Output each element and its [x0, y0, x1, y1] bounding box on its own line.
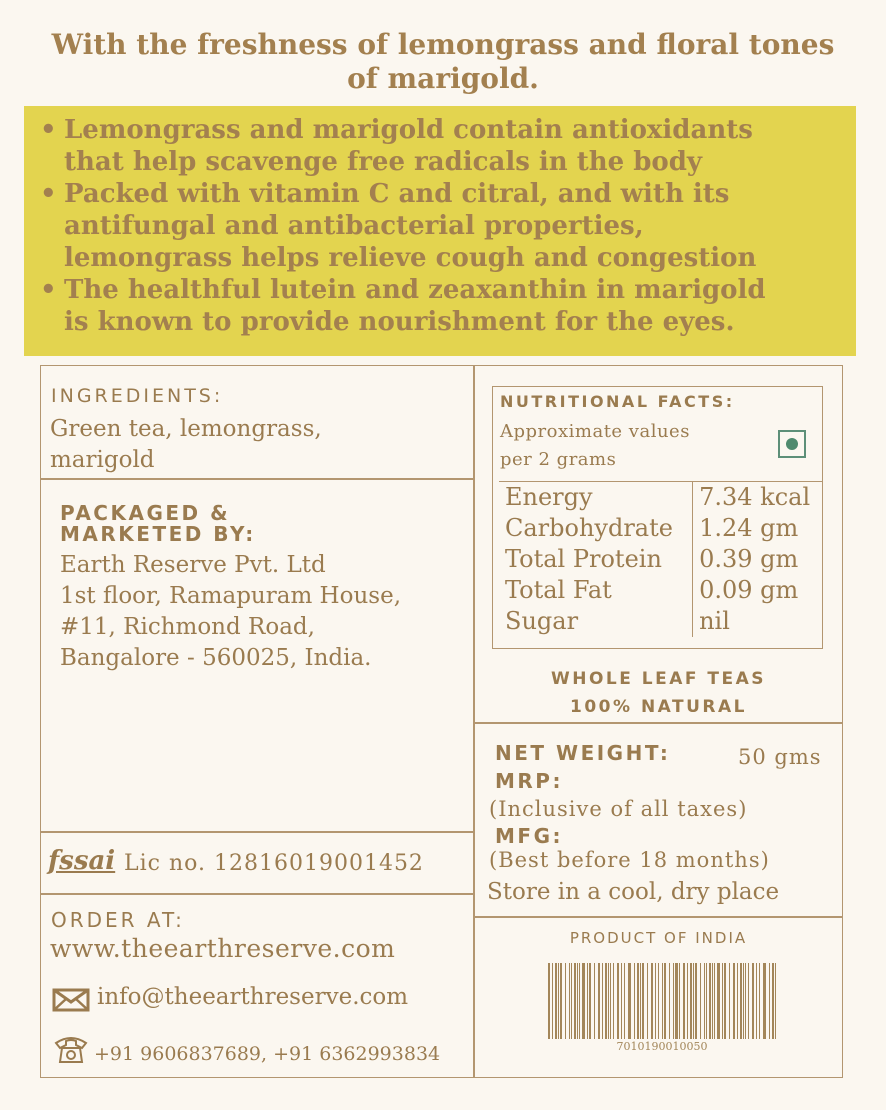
barcode-bar [608, 963, 609, 1039]
barcode-bar [560, 963, 562, 1039]
mrp-note: (Inclusive of all taxes) [489, 797, 748, 821]
order-heading: ORDER AT: [51, 908, 185, 932]
nutrition-subtitle-line: Approximate values [500, 421, 690, 442]
nutrient-name: Carbohydrate [505, 514, 673, 542]
barcode-bar [621, 963, 622, 1039]
address-line: 1st floor, Ramapuram House, [60, 583, 402, 609]
benefit-line: Lemongrass and marigold contain antioxidants [64, 115, 753, 145]
barcode-bar [552, 963, 553, 1039]
mrp-label: MRP: [495, 769, 563, 793]
barcode-bar [642, 963, 644, 1039]
packaged-address [60, 550, 401, 674]
nutrient-value: 0.09 gm [693, 575, 823, 606]
barcode-bar [690, 963, 692, 1039]
tagline [474, 665, 843, 721]
divider [474, 916, 843, 918]
origin-label: PRODUCT OF INDIA [569, 929, 748, 947]
fssai-logo: fssai [48, 846, 116, 876]
barcode-bar [769, 963, 770, 1039]
address-line: Bangalore - 560025, India. [60, 645, 372, 671]
address-line: Earth Reserve Pvt. Ltd [60, 552, 326, 578]
barcode-bar [598, 963, 600, 1039]
ingredients-line: marigold [50, 447, 155, 473]
barcode-bar [602, 963, 603, 1039]
headline-line: With the freshness of lemongrass and floral tones [51, 28, 835, 61]
table-row [499, 606, 823, 637]
barcode-bar [733, 963, 735, 1039]
benefits-box [24, 106, 856, 356]
table-row [499, 544, 823, 575]
barcode-bar [709, 963, 711, 1039]
barcode-bar [605, 963, 607, 1039]
barcode-bar [577, 963, 578, 1039]
table-row [499, 575, 823, 606]
barcode-bar [669, 963, 670, 1039]
nutrition-heading: NUTRITIONAL FACTS: [500, 392, 735, 411]
benefits-list [36, 114, 840, 338]
packaged-heading-line: PACKAGED & [60, 501, 231, 525]
phone-number[interactable]: +91 9606837689, +91 6362993834 [94, 1043, 441, 1065]
barcode-bar [724, 963, 726, 1039]
barcode-bar [664, 963, 666, 1039]
barcode-bar [740, 963, 742, 1039]
barcode-bar [772, 963, 774, 1039]
tagline-line: 100% NATURAL [570, 697, 747, 717]
net-weight-label: NET WEIGHT: [495, 741, 671, 765]
barcode-bar [647, 963, 648, 1039]
barcode-bar [662, 963, 663, 1039]
nutrient-name: Energy [499, 482, 693, 514]
barcode-bar [752, 963, 754, 1039]
nutrient-name: Sugar [505, 607, 579, 635]
mfg-note: (Best before 18 months) [489, 848, 770, 872]
mfg-label: MFG: [495, 824, 563, 848]
divider [40, 831, 474, 833]
website-link[interactable]: www.theearthreserve.com [50, 934, 396, 963]
barcode-bar [743, 963, 744, 1039]
benefit-line: The healthful lutein and zeaxanthin in marigold [64, 275, 766, 305]
barcode [546, 963, 778, 1053]
barcode-bar [640, 963, 641, 1039]
nutrient-value: 1.24 gm [693, 513, 823, 544]
veg-symbol-icon [778, 430, 806, 458]
barcode-bar [729, 963, 730, 1039]
barcode-bar [695, 963, 697, 1039]
barcode-bar [704, 963, 705, 1039]
ingredients-line: Green tea, lemongrass, [50, 416, 322, 442]
bullet-icon: • [40, 115, 57, 145]
benefit-line: that help scavenge free radicals in the body [64, 147, 703, 177]
barcode-bars [546, 963, 778, 1039]
barcode-bar [655, 963, 656, 1039]
barcode-bar [651, 963, 653, 1039]
net-weight-value: 50 gms [738, 745, 822, 769]
nutrient-value: nil [693, 606, 823, 637]
nutrition-table [499, 481, 823, 637]
bullet-icon: • [40, 275, 57, 305]
barcode-bar [706, 963, 707, 1039]
phone-icon [52, 1033, 90, 1069]
barcode-bar [756, 963, 757, 1039]
benefit-line: is known to provide nourishment for the eyes. [64, 307, 735, 337]
barcode-bar [712, 963, 713, 1039]
barcode-bar [589, 963, 591, 1039]
barcode-bar [714, 963, 715, 1039]
benefit-line: lemongrass helps relieve cough and congestion [64, 243, 757, 273]
benefit-item [36, 114, 840, 178]
barcode-bar [610, 963, 611, 1039]
tagline-line: WHOLE LEAF TEAS [550, 669, 767, 689]
benefit-line: antifungal and antibacterial properties, [64, 211, 644, 241]
ingredients-text [50, 414, 322, 476]
address-line: #11, Richmond Road, [60, 614, 315, 640]
email-link[interactable]: info@theearthreserve.com [97, 984, 409, 1010]
barcode-bar [571, 963, 572, 1039]
fssai-license: Lic no. 12816019001452 [124, 851, 424, 876]
barcode-bar [624, 963, 625, 1039]
barcode-bar [582, 963, 585, 1039]
barcode-bar [700, 963, 701, 1039]
benefit-item [36, 274, 840, 338]
headline-line: of marigold. [347, 62, 539, 95]
bullet-icon: • [40, 179, 57, 209]
barcode-bar [594, 963, 595, 1039]
divider [40, 893, 474, 895]
barcode-bar [569, 963, 570, 1039]
barcode-number: 7010190010050 [616, 1040, 708, 1053]
barcode-bar [745, 963, 746, 1039]
benefit-line: Packed with vitamin C and citral, and with its [64, 179, 730, 209]
table-row [499, 513, 823, 544]
barcode-bar [558, 963, 559, 1039]
barcode-bar [634, 963, 635, 1039]
barcode-bar [617, 963, 619, 1039]
nutrient-name: Total Protein [505, 545, 662, 573]
barcode-bar [683, 963, 685, 1039]
barcode-bar [565, 963, 566, 1039]
barcode-bar [693, 963, 694, 1039]
barcode-bar [613, 963, 614, 1039]
barcode-bar [574, 963, 576, 1039]
barcode-bar [579, 963, 580, 1039]
headline [20, 28, 866, 96]
nutrition-subtitle [500, 418, 690, 474]
barcode-bar [775, 963, 776, 1039]
nutrient-value: 7.34 kcal [693, 482, 823, 514]
barcode-bar [687, 963, 688, 1039]
barcode-bar [637, 963, 639, 1039]
barcode-bar [737, 963, 738, 1039]
packaged-heading [60, 503, 256, 545]
barcode-bar [548, 963, 550, 1039]
barcode-bar [717, 963, 720, 1039]
table-row [499, 482, 823, 514]
barcode-bar [722, 963, 723, 1039]
storage-text: Store in a cool, dry place [487, 879, 780, 905]
packaged-heading-line: MARKETED BY: [60, 522, 256, 546]
divider [40, 478, 474, 480]
benefit-item [36, 178, 840, 274]
barcode-bar [763, 963, 766, 1039]
ingredients-heading: INGREDIENTS: [51, 385, 224, 407]
barcode-bar [675, 963, 678, 1039]
barcode-bar [679, 963, 680, 1039]
barcode-bar [759, 963, 760, 1039]
nutrient-name: Total Fat [505, 576, 612, 604]
barcode-bar [673, 963, 674, 1039]
barcode-bar [628, 963, 631, 1039]
barcode-bar [555, 963, 557, 1039]
divider [474, 722, 843, 724]
mail-icon [52, 988, 90, 1016]
nutrient-value: 0.39 gm [693, 544, 823, 575]
nutrition-subtitle-line: per 2 grams [500, 449, 617, 470]
barcode-bar [658, 963, 659, 1039]
barcode-bar [587, 963, 588, 1039]
barcode-bar [748, 963, 749, 1039]
